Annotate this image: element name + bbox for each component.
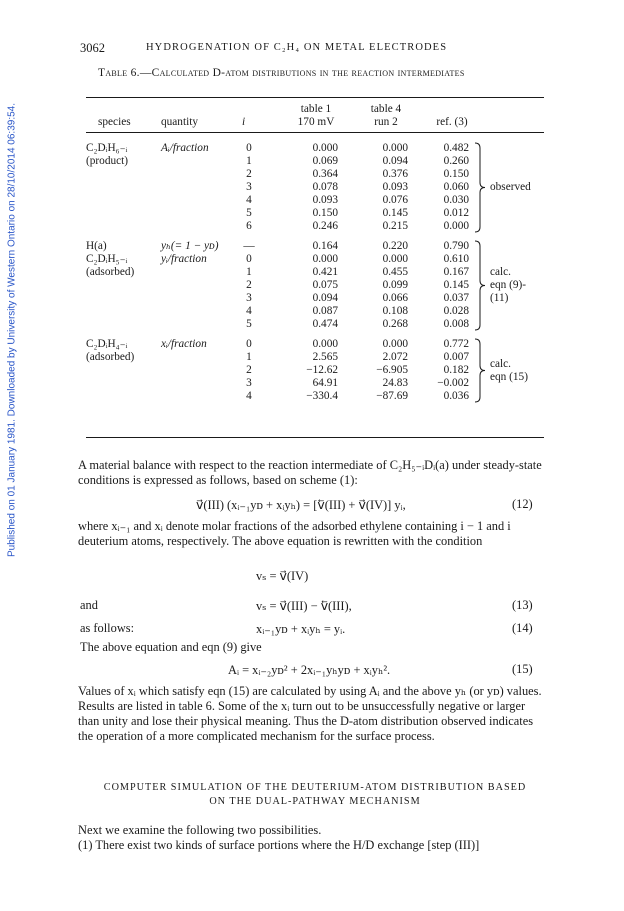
table-cell-i: 5	[246, 318, 252, 330]
running-head: HYDROGENATION OF C₂H₄ ON METAL ELECTRODES	[146, 42, 448, 53]
table-cell-table4: 0.220	[382, 240, 408, 252]
table-cell-i: 2	[246, 279, 252, 291]
condition-1: vₛ = v⃗(IV)	[256, 569, 309, 583]
table-cell-table4: 0.066	[382, 292, 408, 304]
table-cell-table4: 2.072	[382, 351, 408, 363]
group-note: observed	[490, 181, 531, 193]
group-note: (11)	[490, 292, 509, 304]
table-cell-i: 0	[246, 338, 252, 350]
table-cell-table1: 0.000	[312, 253, 338, 265]
table-cell-i: 1	[246, 266, 252, 278]
table-title: —Calculated D-atom distributions in the reaction intermediates	[139, 67, 465, 79]
table-cell-i: 3	[246, 181, 252, 193]
section-heading-line2: ON THE DUAL-PATHWAY MECHANISM	[209, 796, 421, 807]
table-cell-i: 4	[246, 194, 252, 206]
table-cell-table1: 0.078	[312, 181, 338, 193]
table-cell-ref3: 0.036	[443, 390, 469, 402]
equation-12-number: (12)	[512, 497, 533, 511]
table-cell-table4: 0.094	[382, 155, 408, 167]
equation-12: v⃗(III) (xᵢ₋₁yᴅ + xᵢyₕ) = [v⃖(III) + v⃗(IV)] yᵢ,	[196, 498, 406, 512]
quantity-label: yᵢ/fraction	[161, 253, 207, 265]
table-cell-table1: 0.164	[312, 240, 338, 252]
group-note: calc.	[490, 357, 512, 370]
table-cell-i: 1	[246, 155, 252, 167]
paragraph-possibility-1: (1) There exist two kinds of surface portions where the H/D exchange [step (III)]	[78, 838, 480, 852]
table-cell-table1: −12.62	[306, 364, 338, 376]
table-cell-table4: 0.000	[382, 142, 408, 154]
table-cell-table1: 0.069	[312, 155, 338, 167]
table-cell-ref3: 0.030	[443, 194, 469, 206]
table-cell-i: 0	[246, 142, 252, 154]
paragraph-values	[78, 684, 546, 744]
species-label: (adsorbed)	[86, 266, 135, 278]
table-cell-table1: 0.421	[312, 266, 338, 278]
download-watermark	[4, 95, 20, 565]
table-cell-ref3: 0.007	[443, 351, 469, 363]
table-bottom-rule	[86, 437, 544, 438]
table-cell-table1: 64.91	[312, 377, 338, 389]
species-label: (product)	[86, 155, 129, 167]
table-cell-table4: 0.215	[382, 220, 408, 232]
table-cell-table4: 0.000	[382, 338, 408, 350]
table-cell-table1: 0.000	[312, 142, 338, 154]
paragraph-material-balance	[78, 458, 546, 488]
table-cell-table4: 0.455	[382, 266, 408, 278]
table-cell-i: 2	[246, 168, 252, 180]
table-cell-ref3: 0.037	[443, 292, 469, 304]
equation-13-number: (13)	[512, 598, 533, 612]
table-cell-table4: 0.093	[382, 181, 408, 193]
table-cell-ref3: 0.028	[443, 305, 469, 317]
table-cell-ref3: 0.772	[443, 338, 469, 350]
table-cell-table1: 0.000	[312, 338, 338, 350]
table-cell-table1: 0.087	[312, 305, 338, 317]
table-top-rule	[86, 97, 544, 98]
table-cell-table4: 0.108	[382, 305, 408, 317]
table-cell-table4: 0.076	[382, 194, 408, 206]
table-cell-i: —	[243, 240, 255, 252]
table-cell-i: 2	[246, 364, 252, 376]
header-table4-line2: run 2	[374, 116, 398, 128]
table-cell-ref3: 0.145	[443, 279, 469, 291]
quantity-label: xᵢ/fraction	[161, 338, 207, 350]
table-cell-ref3: 0.610	[443, 253, 469, 265]
table-cell-ref3: 0.060	[443, 181, 469, 193]
table-label: Table 6.	[98, 67, 140, 79]
paragraph-next	[78, 823, 546, 853]
table-cell-table1: 0.364	[312, 168, 338, 180]
header-ref: ref. (3)	[436, 116, 468, 128]
table-cell-table4: −87.69	[376, 390, 408, 402]
equation-15: Aᵢ = xᵢ₋₂yᴅ² + 2xᵢ₋₁yₕyᴅ + xᵢyₕ².	[228, 663, 391, 677]
table-cell-i: 4	[246, 305, 252, 317]
header-species: species	[98, 116, 131, 128]
table-cell-i: 3	[246, 377, 252, 389]
word-as-follows: as follows:	[80, 621, 135, 635]
table-cell-i: 6	[246, 220, 252, 232]
table-cell-ref3: 0.012	[443, 207, 469, 219]
paragraph-eqn9: The above equation and eqn (9) give	[80, 640, 262, 654]
word-and: and	[80, 598, 98, 612]
table-cell-i: 0	[246, 253, 252, 265]
table-cell-i: 4	[246, 390, 252, 402]
paragraph-next-text: Next we examine the following two possibilities.	[78, 823, 322, 837]
header-quantity: quantity	[161, 116, 199, 128]
table-cell-table1: −330.4	[306, 390, 338, 402]
section-heading-line1: COMPUTER SIMULATION OF THE DEUTERIUM-ATOM DISTRIBUTION BASED	[103, 782, 527, 793]
table-cell-i: 3	[246, 292, 252, 304]
paragraph-values-text: Values of xᵢ which satisfy eqn (15) are calculated by using Aᵢ and the above yₕ (or yᴅ) values. Results are listed in table 6. Some of the xᵢ turn out to be unsuccessfully negative or larger than unity and lose their physical meaning. Thus the D-atom distribution observed indicates the operation of a more complicated mechanism for the surface process.	[78, 684, 542, 743]
table-cell-ref3: 0.182	[443, 364, 469, 376]
species-label: H(a)	[86, 240, 107, 252]
species-label: C₂DᵢH₆₋ᵢ	[86, 142, 128, 154]
species-label: C₂DᵢH₄₋ᵢ	[86, 338, 128, 350]
table-cell-ref3: 0.150	[443, 168, 469, 180]
table-cell-table4: 0.000	[382, 253, 408, 265]
table-cell-table4: 0.145	[382, 207, 408, 219]
table-cell-ref3: 0.790	[443, 240, 469, 252]
table-cell-ref3: 0.260	[443, 155, 469, 167]
group-note: calc.	[490, 266, 512, 278]
table-cell-table4: 0.099	[382, 279, 408, 291]
equation-14: xᵢ₋₁yᴅ + xᵢyₕ = yᵢ.	[256, 622, 346, 636]
table-cell-table4: 0.376	[382, 168, 408, 180]
table-cell-table1: 0.093	[312, 194, 338, 206]
group-note: eqn (15)	[490, 370, 528, 383]
table-cell-table1: 0.474	[312, 318, 338, 330]
table-cell-ref3: 0.008	[443, 318, 469, 330]
species-label: C₂DᵢH₅₋ᵢ	[86, 253, 128, 265]
table-cell-table4: 0.268	[382, 318, 408, 330]
quantity-label: yₕ(= 1 − yᴅ)	[161, 240, 219, 252]
table-cell-i: 1	[246, 351, 252, 363]
paragraph-where	[78, 519, 546, 549]
table-cell-table4: 24.83	[382, 377, 408, 389]
section-heading	[80, 781, 550, 809]
header-table1-line2: 170 mV	[297, 116, 335, 128]
table-cell-table1: 0.094	[312, 292, 338, 304]
table-caption	[98, 67, 465, 79]
group-brace	[474, 338, 486, 403]
equation-15-number: (15)	[512, 662, 533, 676]
table-cell-table1: 2.565	[312, 351, 338, 363]
table-header-rule	[86, 132, 544, 133]
quantity-label: Aᵢ/fraction	[161, 142, 209, 154]
group-brace	[474, 240, 486, 331]
table-cell-ref3: 0.167	[443, 266, 469, 278]
condition-2: vₛ = v⃗(III) − v⃖(III),	[256, 599, 352, 613]
download-watermark-text: Published on 01 January 1981. Downloaded by University of Western Ontario on 28/10/2014 06:39:54.	[6, 103, 18, 557]
page-number: 3062	[80, 41, 105, 55]
table-cell-ref3: −0.002	[437, 377, 469, 389]
table-cell-table4: −6.905	[376, 364, 408, 376]
paragraph-where-text: where xᵢ₋₁ and xᵢ denote molar fractions of the adsorbed ethylene containing i − 1 and i deuterium atoms, respectively. The above equation is rewritten with the condition	[78, 519, 511, 548]
table-cell-table1: 0.150	[312, 207, 338, 219]
table-cell-table1: 0.246	[312, 220, 338, 232]
header-table4-line1: table 4	[370, 103, 402, 115]
group-note: eqn (9)-	[490, 279, 527, 291]
table-cell-ref3: 0.000	[443, 220, 469, 232]
equation-14-number: (14)	[512, 621, 533, 635]
group-brace	[474, 142, 486, 233]
header-table1-line1: table 1	[300, 103, 332, 115]
species-label: (adsorbed)	[86, 351, 135, 363]
table-cell-ref3: 0.482	[443, 142, 469, 154]
table-cell-table1: 0.075	[312, 279, 338, 291]
header-i: i	[242, 116, 246, 128]
paragraph-material-balance-text: A material balance with respect to the reaction intermediate of C₂H₅₋ᵢDᵢ(a) under steady-state conditions is expressed as follows, based on scheme (1):	[78, 458, 542, 487]
table-cell-i: 5	[246, 207, 252, 219]
